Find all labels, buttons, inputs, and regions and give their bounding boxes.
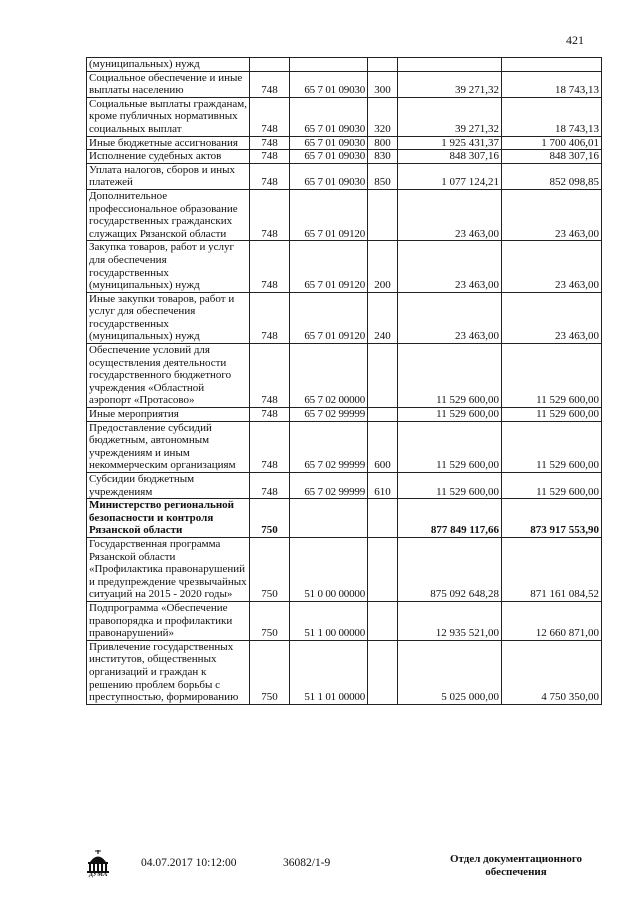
row-amount-plan: 39 271,32 xyxy=(398,97,502,136)
row-name: Министерство региональной безопасности и контроля Рязанской области xyxy=(87,499,250,538)
row-amount-plan: 12 935 521,00 xyxy=(398,601,502,640)
row-target-article: 65 7 02 99999 xyxy=(290,473,368,499)
row-amount-actual: 11 529 600,00 xyxy=(502,344,602,408)
row-amount-actual: 12 660 871,00 xyxy=(502,601,602,640)
row-target-article xyxy=(290,58,368,72)
row-name: Предоставление субсидий бюджетным, автономным учреждениям и иным некоммерческим организациям xyxy=(87,421,250,472)
row-expense-type: 610 xyxy=(368,473,398,499)
footer-doc-code: 36082/1-9 xyxy=(283,857,331,869)
row-grbs-code: 748 xyxy=(250,97,290,136)
table-row xyxy=(87,163,602,189)
row-amount-actual: 848 307,16 xyxy=(502,150,602,164)
table-row xyxy=(87,136,602,150)
row-expense-type xyxy=(368,640,398,704)
row-expense-type xyxy=(368,58,398,72)
row-amount-plan: 1 077 124,21 xyxy=(398,163,502,189)
row-amount-actual: 11 529 600,00 xyxy=(502,473,602,499)
table-row xyxy=(87,97,602,136)
row-expense-type: 600 xyxy=(368,421,398,472)
row-name: Иные мероприятия xyxy=(87,408,250,422)
row-expense-type xyxy=(368,537,398,601)
row-name: Дополнительное профессиональное образование государственных гражданских служащих Рязанской области xyxy=(87,189,250,240)
row-expense-type: 240 xyxy=(368,292,398,343)
row-amount-plan xyxy=(398,58,502,72)
row-name: Субсидии бюджетным учреждениям xyxy=(87,473,250,499)
logo-text: ДУМА xyxy=(88,872,108,878)
row-grbs-code: 748 xyxy=(250,344,290,408)
row-amount-actual: 11 529 600,00 xyxy=(502,408,602,422)
table-row xyxy=(87,189,602,240)
row-amount-plan: 5 025 000,00 xyxy=(398,640,502,704)
row-amount-actual: 23 463,00 xyxy=(502,241,602,292)
footer-department xyxy=(436,853,596,879)
row-amount-actual: 1 700 406,01 xyxy=(502,136,602,150)
footer-department-line1: Отдел документационного xyxy=(449,853,583,865)
row-grbs-code: 748 xyxy=(250,473,290,499)
row-amount-plan: 23 463,00 xyxy=(398,292,502,343)
row-amount-plan: 23 463,00 xyxy=(398,241,502,292)
row-target-article: 65 7 01 09120 xyxy=(290,241,368,292)
row-amount-actual xyxy=(502,58,602,72)
row-amount-plan: 875 092 648,28 xyxy=(398,537,502,601)
row-target-article: 51 0 00 00000 xyxy=(290,537,368,601)
row-amount-plan: 39 271,32 xyxy=(398,71,502,97)
row-grbs-code: 748 xyxy=(250,71,290,97)
row-grbs-code: 748 xyxy=(250,163,290,189)
table-row xyxy=(87,601,602,640)
row-amount-actual: 873 917 553,90 xyxy=(502,499,602,538)
table-row xyxy=(87,150,602,164)
row-grbs-code: 748 xyxy=(250,408,290,422)
row-grbs-code: 750 xyxy=(250,640,290,704)
row-expense-type xyxy=(368,499,398,538)
row-amount-actual: 852 098,85 xyxy=(502,163,602,189)
row-target-article: 65 7 01 09030 xyxy=(290,71,368,97)
row-name: Уплата налогов, сборов и иных платежей xyxy=(87,163,250,189)
row-amount-plan: 11 529 600,00 xyxy=(398,344,502,408)
row-name: Иные закупки товаров, работ и услуг для обеспечения государственных (муниципальных) нужд xyxy=(87,292,250,343)
row-amount-actual: 23 463,00 xyxy=(502,292,602,343)
row-target-article: 65 7 01 09030 xyxy=(290,97,368,136)
table-row xyxy=(87,344,602,408)
table-row xyxy=(87,473,602,499)
row-expense-type: 850 xyxy=(368,163,398,189)
row-grbs-code: 750 xyxy=(250,537,290,601)
row-amount-actual: 871 161 084,52 xyxy=(502,537,602,601)
row-grbs-code: 748 xyxy=(250,189,290,240)
row-target-article: 65 7 02 00000 xyxy=(290,344,368,408)
row-expense-type xyxy=(368,189,398,240)
row-target-article: 65 7 01 09030 xyxy=(290,150,368,164)
row-grbs-code xyxy=(250,58,290,72)
row-grbs-code: 748 xyxy=(250,150,290,164)
table-row xyxy=(87,292,602,343)
row-target-article: 65 7 02 99999 xyxy=(290,421,368,472)
row-amount-plan: 11 529 600,00 xyxy=(398,421,502,472)
row-expense-type: 300 xyxy=(368,71,398,97)
row-expense-type: 800 xyxy=(368,136,398,150)
row-target-article: 65 7 02 99999 xyxy=(290,408,368,422)
row-amount-actual: 23 463,00 xyxy=(502,189,602,240)
row-name: Иные бюджетные ассигнования xyxy=(87,136,250,150)
row-target-article: 51 1 00 00000 xyxy=(290,601,368,640)
row-expense-type: 200 xyxy=(368,241,398,292)
row-amount-plan: 1 925 431,37 xyxy=(398,136,502,150)
page-number: 421 xyxy=(566,33,584,47)
row-amount-actual: 18 743,13 xyxy=(502,97,602,136)
row-amount-plan: 877 849 117,66 xyxy=(398,499,502,538)
row-amount-plan: 848 307,16 xyxy=(398,150,502,164)
duma-logo xyxy=(84,848,112,892)
row-target-article: 51 1 01 00000 xyxy=(290,640,368,704)
row-expense-type: 830 xyxy=(368,150,398,164)
row-name: Закупка товаров, работ и услуг для обеспечения государственных (муниципальных) нужд xyxy=(87,241,250,292)
row-grbs-code: 748 xyxy=(250,136,290,150)
row-target-article: 65 7 01 09120 xyxy=(290,292,368,343)
table-row xyxy=(87,421,602,472)
row-expense-type xyxy=(368,601,398,640)
row-target-article: 65 7 01 09120 xyxy=(290,189,368,240)
row-name: Подпрограмма «Обеспечение правопорядка и профилактики правонарушений» xyxy=(87,601,250,640)
row-amount-plan: 11 529 600,00 xyxy=(398,473,502,499)
table-row xyxy=(87,71,602,97)
table-row xyxy=(87,241,602,292)
row-grbs-code: 748 xyxy=(250,292,290,343)
row-grbs-code: 750 xyxy=(250,601,290,640)
row-name: Социальные выплаты гражданам, кроме публичных нормативных социальных выплат xyxy=(87,97,250,136)
row-target-article xyxy=(290,499,368,538)
row-name: Государственная программа Рязанской области «Профилактика правонарушений и предупреждение чрезвычайных ситуаций на 2015 - 2020 годы» xyxy=(87,537,250,601)
row-amount-actual: 11 529 600,00 xyxy=(502,421,602,472)
row-target-article: 65 7 01 09030 xyxy=(290,163,368,189)
table-row xyxy=(87,640,602,704)
footer-date: 04.07.2017 10:12:00 xyxy=(141,857,237,869)
row-amount-plan: 23 463,00 xyxy=(398,189,502,240)
row-amount-plan: 11 529 600,00 xyxy=(398,408,502,422)
row-name: (муниципальных) нужд xyxy=(87,58,250,72)
row-grbs-code: 748 xyxy=(250,241,290,292)
row-expense-type: 320 xyxy=(368,97,398,136)
row-grbs-code: 748 xyxy=(250,421,290,472)
table-row xyxy=(87,499,602,538)
row-expense-type xyxy=(368,344,398,408)
budget-table xyxy=(86,57,602,705)
row-name: Социальное обеспечение и иные выплаты населению xyxy=(87,71,250,97)
row-name: Привлечение государственных институтов, общественных организаций и граждан к решению проблем борьбы с преступностью, формированию xyxy=(87,640,250,704)
row-grbs-code: 750 xyxy=(250,499,290,538)
row-target-article: 65 7 01 09030 xyxy=(290,136,368,150)
row-amount-actual: 4 750 350,00 xyxy=(502,640,602,704)
table-row xyxy=(87,537,602,601)
table-row xyxy=(87,58,602,72)
footer-department-line2: обеспечения xyxy=(485,866,547,878)
row-amount-actual: 18 743,13 xyxy=(502,71,602,97)
table-row xyxy=(87,408,602,422)
row-name: Обеспечение условий для осуществления деятельности государственного бюджетного учреждения «Областной аэропорт «Протасово» xyxy=(87,344,250,408)
row-expense-type xyxy=(368,408,398,422)
row-name: Исполнение судебных актов xyxy=(87,150,250,164)
